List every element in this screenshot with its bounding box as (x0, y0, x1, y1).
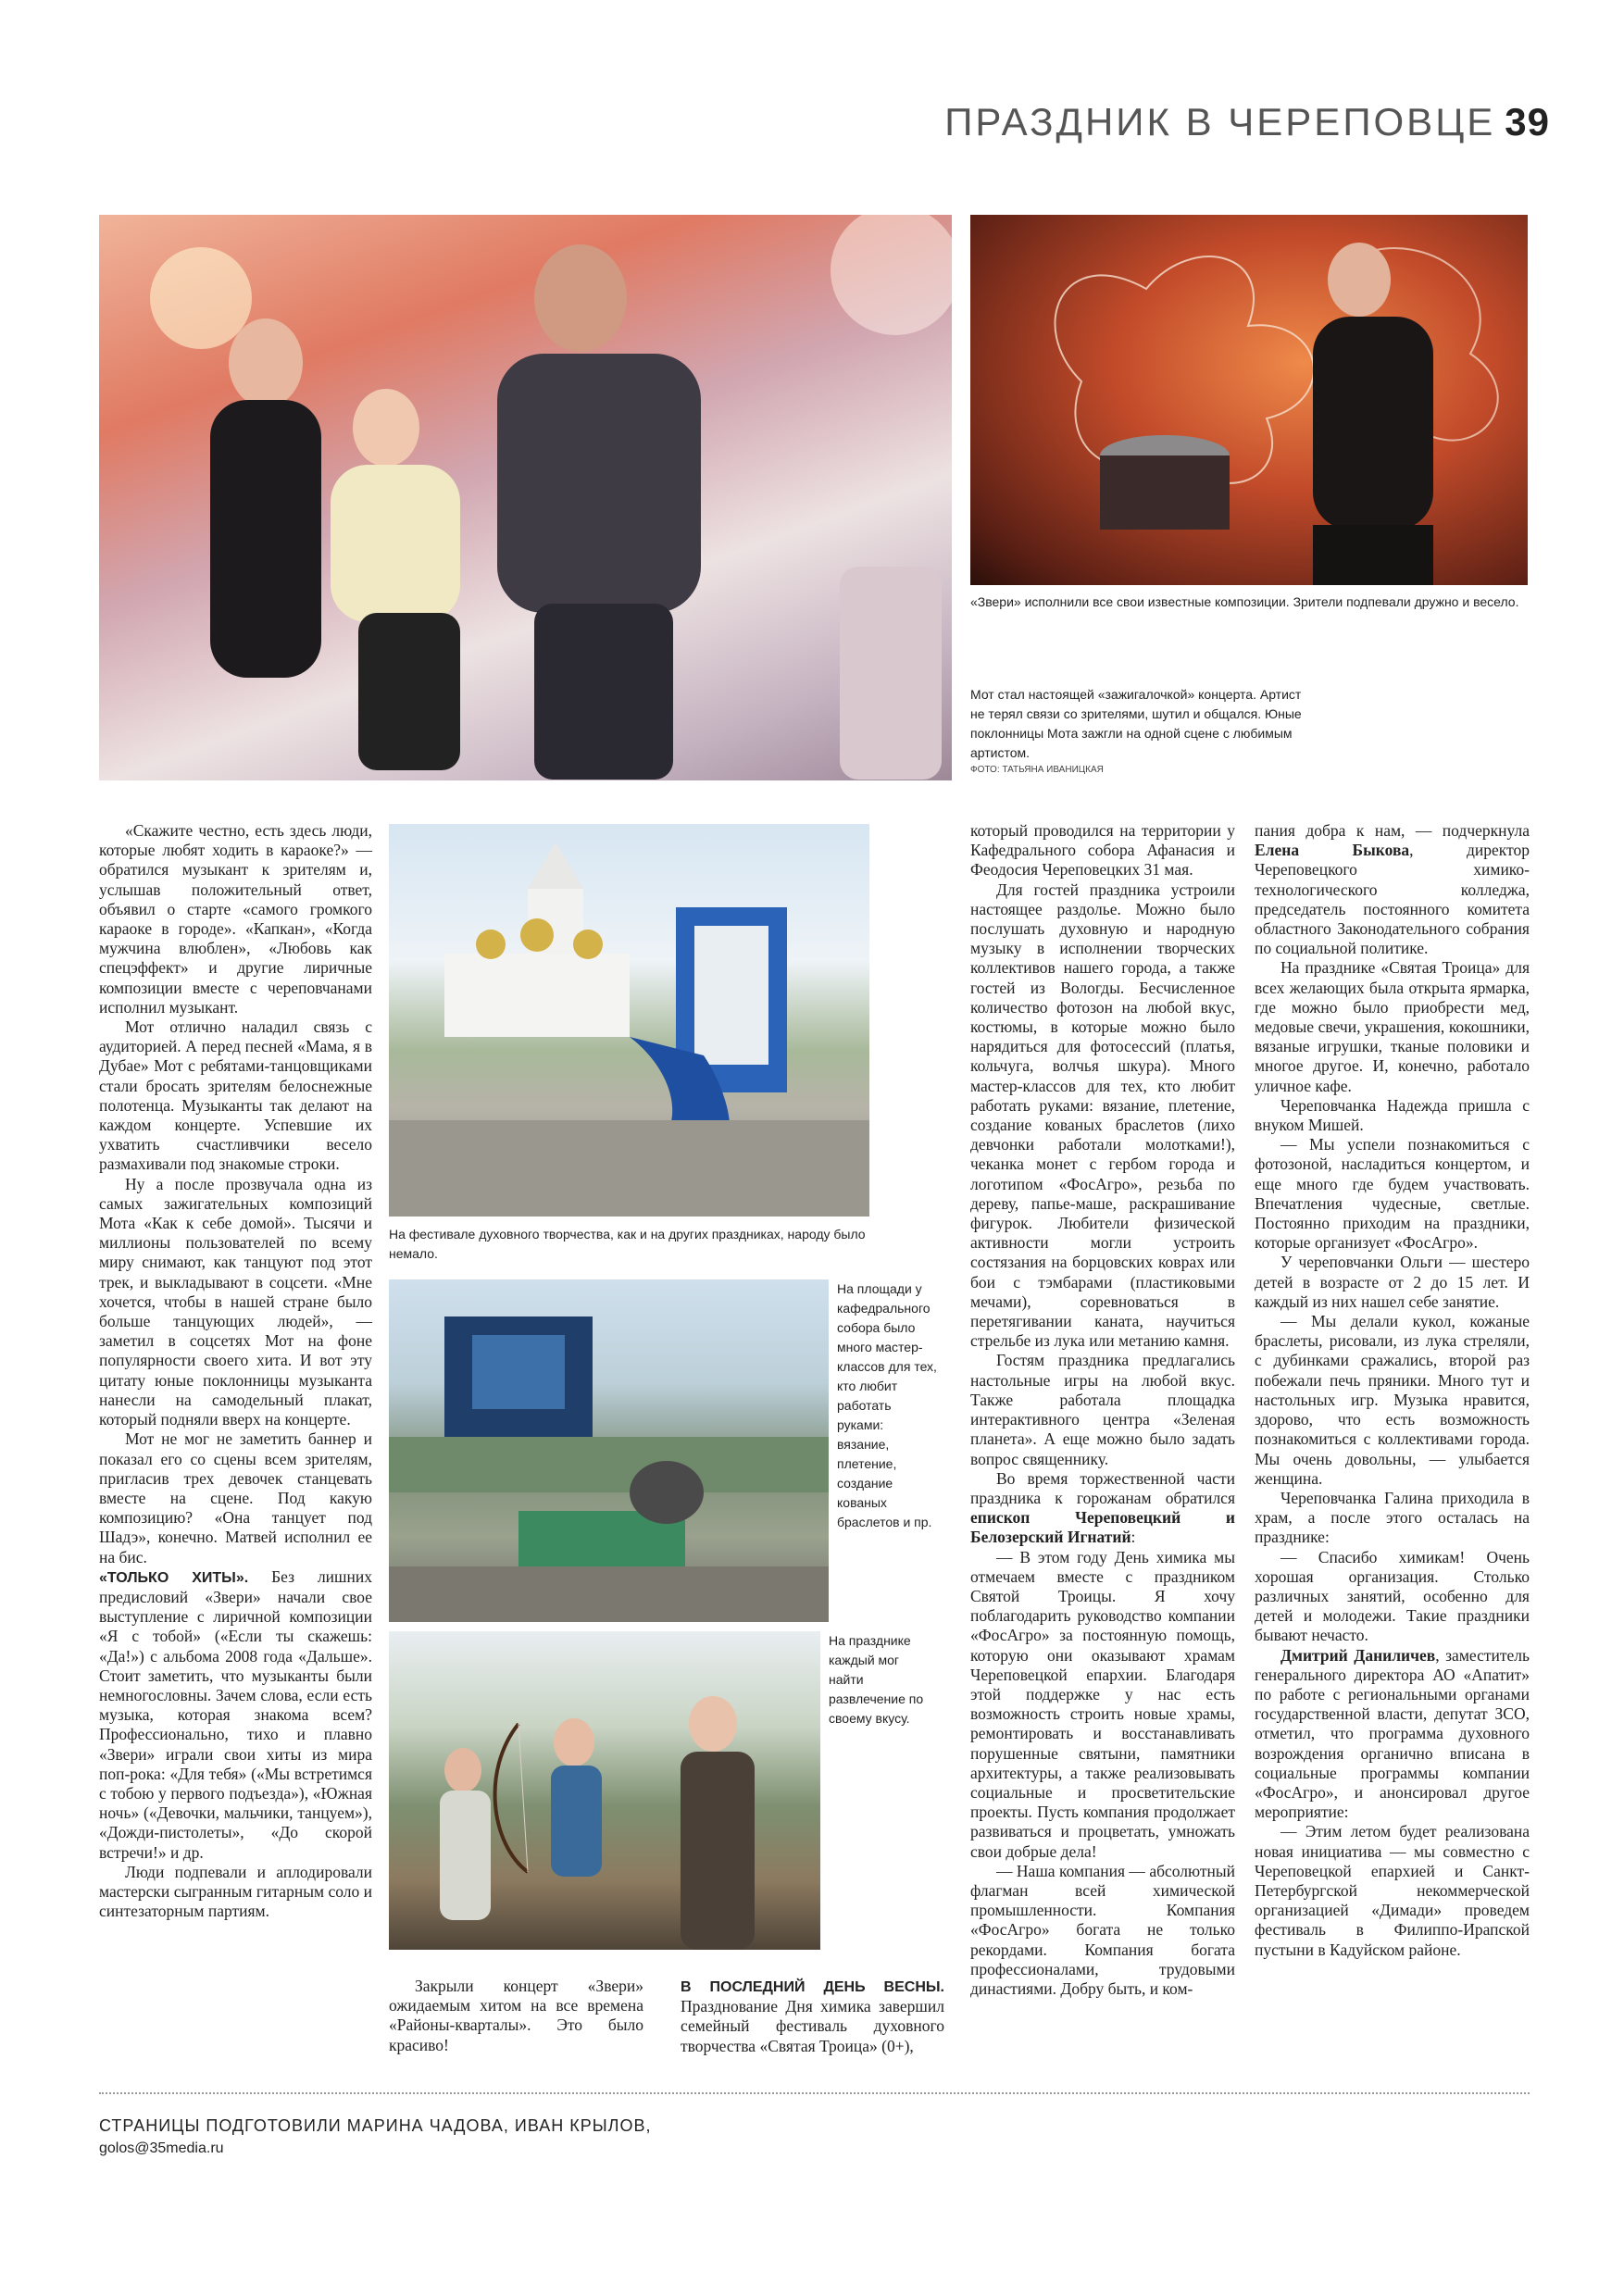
person-name: Елена Быкова (1255, 841, 1410, 860)
paragraph-text: , заместитель генерального директора АО «Апатит» по работе с региональными органами государственной власти, депутат ЗСО, отметил, что программа духовного возрождения органично вписана в социальные программы компании «ФосАгро», и анонсировал другое мероприятие: (1255, 1645, 1530, 1822)
subhead-last-spring-day: В ПОСЛЕДНИЙ ДЕНЬ ВЕСНЫ. (681, 1979, 944, 1995)
paragraph (99, 1567, 372, 1863)
paragraph: Мот не мог не заметить баннер и показал его со сцены всем зрителям, пригласив трех девочек станцевать вместе на сцене. Под какую композицию? «Она танцует под Шадэ», конечно. Матвей исполнил ее на бис. (99, 1429, 372, 1566)
master-classes-illustration (389, 1279, 829, 1622)
top-right-photo-zveri (970, 215, 1528, 585)
paragraph-text: , директор Череповецкого химико-технологического колледжа, председатель постоянного комитета областного Законодательного собрания по социальной политике. (1255, 841, 1530, 958)
paragraph: — Наша компания — абсолютный флагман всей химической промышленности. Компания «ФосАгро» богата не только рекордами. Компания богата профессионалами, трудовыми династиями. Добру быть, и ком- (970, 1861, 1235, 1998)
column-2 (389, 1977, 643, 2055)
column-4 (1255, 821, 1530, 1960)
paragraph: — Этим летом будет реализована новая инициатива — мы совместно с Череповецкой епархией и Санкт-Петербургской некоммерческой организацией «Димади» проведем фестиваль в Филиппо-Ирапской пустыни в Кадуйском районе. (1255, 1822, 1530, 1959)
photo-archery (389, 1631, 820, 1950)
photo-credit: ФОТО: ТАТЬЯНА ИВАНИЦКАЯ (970, 765, 1104, 775)
main-photo-illustration (99, 215, 952, 780)
paragraph: Череповчанка Надежда пришла с внуком Мишей. (1255, 1095, 1530, 1135)
paragraph: У череповчанки Ольги — шестеро детей в возрасте от 2 до 15 лет. И каждый из них нашел себе занятие. (1255, 1253, 1530, 1311)
paragraph (681, 1977, 944, 2056)
page-number: 39 (1505, 100, 1550, 144)
paragraph: — Мы успели познакомиться с фотозоной, насладиться концертом, и еще много где будем участвовать. Впечатления чудесные, светлые. Постоянно приходим на праздники, которые организует «ФосАгро». (1255, 1135, 1530, 1253)
paragraph-text: : (1131, 1528, 1136, 1547)
paragraph (970, 1469, 1235, 1548)
section-title: ПРАЗДНИК В ЧЕРЕПОВЦЕ (944, 100, 1496, 144)
paragraph: Люди подпевали и аплодировали мастерски сыгранным гитарным соло и синтезаторным партиям. (99, 1862, 372, 1921)
zveri-photo-illustration (970, 215, 1528, 585)
photo-master-classes (389, 1279, 829, 1622)
footer-email: golos@35media.ru (99, 2140, 224, 2156)
caption-mot: Мот стал настоящей «зажигалочкой» концерта. Артист не терял связи со зрителями, шутил и общался. Юные поклонницы Мота зажгли на одной сцене с любимым артистом. (970, 687, 1302, 760)
paragraph-text: Во время торжественной части праздника к горожанам обратился (970, 1468, 1235, 1507)
paragraph-text: Без лишних предисловий «Звери» начали свое выступление с лиричной композиции «Я с тобой» («Если ты скажешь: «Да!») с альбома 2008 года «Дальше». Стоит заметить, что музыканты были немногословны. Зачем слова, если есть музыка, которая знакома всем? Профессионально, тихо и плавно «Звери» играли свои хиты из мира поп-рока: «Для тебя» («Мы встретимся с тобою у первого подъезда»), «Южная ночь» («Девочки, мальчики, танцуем»), «Дожди-пистолеты», «До скорой встречи!» и др. (99, 1566, 372, 1862)
subhead-only-hits: «ТОЛЬКО ХИТЫ». (99, 1569, 249, 1586)
column-3-bottom (681, 1977, 944, 2056)
caption-festival: На фестивале духовного творчества, как и на других праздниках, народу было немало. (389, 1227, 866, 1261)
column-3 (970, 821, 1235, 1999)
footer-credits: СТРАНИЦЫ ПОДГОТОВИЛИ МАРИНА ЧАДОВА, ИВАН КРЫЛОВ, (99, 2116, 652, 2135)
caption-archery: На празднике каждый мог найти развлечение по своему вкусу. (829, 1633, 924, 1726)
paragraph: Мот отлично наладил связь с аудиторией. А перед песней «Мама, я в Дубае» Мот с ребятами-танцовщиками стали бросать зрителям белоснежные полотенца. Музыканты так делают на каждом концерте. Успевшие их ухватить счастливчики весело размахивали под знакомые строки. (99, 1017, 372, 1174)
paragraph: — В этом году День химика мы отмечаем вместе с праздником Святой Троицы. Я хочу поблагодарить руководство компании «ФосАгро» за постоянную помощь, которую они оказывают храмам Череповецкой епархии. Благодаря этой поддержке у нас есть возможность строить новые храмы, ремонтировать и восстанавливать порушенные святыни, памятники архитектуры, а также реализовывать социальные и просветительские проекты. Пусть компания продолжает развиваться и процветать, умножать свои добрые дела! (970, 1547, 1235, 1861)
paragraph: Череповчанка Галина приходила в храм, а после этого осталась на празднике: (1255, 1488, 1530, 1547)
paragraph: «Скажите честно, есть здесь люди, которые любят ходить в караоке?» — обратился музыкант к зрителям и, услышав положительный ответ, объявил о старте «самого громкого караоке в городе». «Капкан», «Когда мужчина влюблен», «Любовь как спецэффект» и другие лиричные композиции вместе с череповчанами исполнил музыкант. (99, 821, 372, 1017)
paragraph (1255, 1646, 1530, 1823)
column-1 (99, 821, 372, 1921)
paragraph-text: пания добра к нам, — подчеркнула (1255, 821, 1530, 840)
photo-cathedral-festival (389, 824, 869, 1217)
paragraph: Гостям праздника предлагались настольные игры на любой вкус. Также работала площадка интерактивного центра «Зеленая планета». А еще можно было задать вопрос священнику. (970, 1351, 1235, 1468)
page-header (944, 100, 1550, 144)
archery-illustration (389, 1631, 820, 1950)
paragraph: Ну а после прозвучала одна из самых зажигательных композиций Мота «Как к себе домой». Тысячи и миллионы пользователей по всему миру снимают, как танцуют под этот трек, и выкладывают в соцсети. «Мне хочется, чтобы в нашей стране было больше танцующих людей», — заметил в соцсетях Мот на фоне популярности своего хита. И вот эту цитату юные поклонницы музыканта нанесли на самодельный плакат, который подняли вверх на концерте. (99, 1174, 372, 1429)
paragraph: Закрыли концерт «Звери» ожидаемым хитом на все времена «Районы-кварталы». Это было красиво! (389, 1977, 643, 2054)
caption-master-classes: На площади у кафедрального собора было много мастер-классов для тех, кто любит работать руками: вязание, плетение, создание кованых браслетов и пр. (837, 1281, 937, 1529)
paragraph: Для гостей праздника устроили настоящее раздолье. Можно было послушать духовную и народную музыку в исполнении творческих коллективов нашего города, а также гостей из Вологды. Бесчисленное количество фотозон на любой вкус, костюмы, в которые можно было нарядиться для фотосессий (платья, кольчуга, волчья шкура). Много мастер-классов для тех, кто любит работать руками: вязание, плетение, создание кованых браслетов (лихо девчонки работали молотками!), чеканка монет с гербом города и логотипом «ФосАгро», резьба по дереву, папье-маше, раскрашивание фигурок. Любители физической активности могли устроить состязания на борцовских коврах или бои с тэмбарами (пластиковыми мечами), соревноваться в перетягивании каната, научиться стрельбе из лука или метанию камня. (970, 880, 1235, 1351)
paragraph: который проводился на территории у Кафедрального собора Афанасия и Феодосия Череповецких 31 мая. (970, 821, 1235, 880)
paragraph-text: Празднование Дня химика завершил семейный фестиваль духовного творчества «Святая Троица» (0+), (681, 1997, 944, 2055)
person-name: Дмитрий Даниличев (1280, 1645, 1436, 1665)
paragraph: — Мы делали кукол, кожаные браслеты, рисовали, из лука стреляли, с дубинками сражались, второй раз побежали печь пряники. Много тут и настольных игр. Музыка нравится, здорово, что есть возможность познакомиться с коллективами города. Мы очень довольны, — улыбается женщина. (1255, 1312, 1530, 1488)
bishop-name: епископ Череповецкий и Белозерский Игнатий (970, 1508, 1235, 1547)
cathedral-illustration (389, 824, 869, 1217)
caption-zveri: «Звери» исполнили все свои известные композиции. Зрители подпевали дружно и весело. (970, 594, 1519, 609)
paragraph: На празднике «Святая Троица» для всех желающих была открыта ярмарка, где можно было приобрести мед, медовые свечи, украшения, кокошники, вязаные игрушки, тканые половики и многое другое. И, конечно, работало уличное кафе. (1255, 958, 1530, 1095)
paragraph (1255, 821, 1530, 958)
main-photo-mot-concert (99, 215, 952, 780)
paragraph: — Спасибо химикам! Очень хорошая организация. Столько различных занятий, особенно для детей и молодежи. Такие праздники бывают нечасто. (1255, 1547, 1530, 1645)
footer-divider (99, 2092, 1530, 2094)
